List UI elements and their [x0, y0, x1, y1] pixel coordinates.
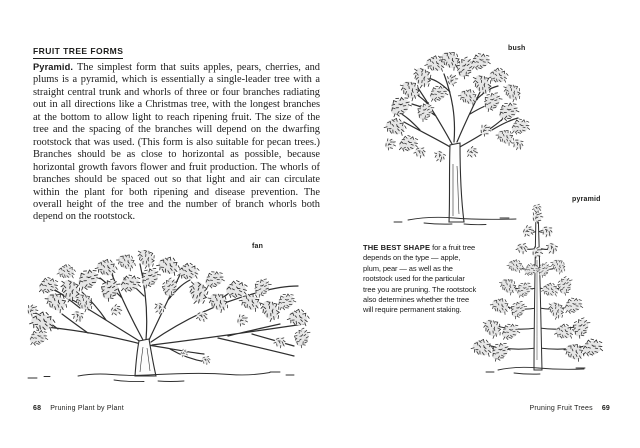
- sidebar-body-text: for a fruit tree depends on the type — apple, plum, pear — as well as the rootstock used for the particular tree you are pruning. The rootstock also determines whether the tree will require permanent staking.: [363, 243, 477, 315]
- pyramid-tree-illustration: [468, 200, 610, 376]
- figure-label-fan: fan: [252, 243, 264, 250]
- section-heading: [33, 46, 123, 56]
- fan-tree-illustration: [18, 250, 320, 390]
- section-heading-text: FRUIT TREE FORMS: [33, 46, 123, 59]
- chapter-title: Pruning Fruit Trees: [529, 405, 593, 412]
- sidebar-lead-text: THE BEST SHAPE: [363, 243, 431, 252]
- left-page-footer: [33, 404, 124, 413]
- right-page-number: 69: [601, 405, 610, 412]
- book-title: Pruning Plant by Plant: [50, 405, 124, 412]
- paragraph-lead-word: Pyramid.: [33, 62, 74, 72]
- body-paragraph: [33, 62, 320, 224]
- sidebar-note: [363, 243, 477, 316]
- figure-label-bush: bush: [508, 45, 526, 52]
- right-page-footer: [529, 404, 610, 413]
- paragraph-body-text: The simplest form that suits apples, pears, cherries, and plums is a pyramid, which is essentially a single-leader tree with a straight central trunk and whorls of three or four branches radiating out in all directions like a Christmas tree, with the longest branches at the bottom to allow light to reach ripening fruit. The size of the tree and the spacing of the branches will depend on the dwarfing rootstock that was used. (This form is also suitable for pecan trees.) Branches should be as close to horizontal as possible, because horizontal growth favors flower and fruit production. The whorls of branches should be spaced out so that light and air can circulate within the plant for both ripening and disease prevention. The overall height of the tree and the number of branch whorls both depend on the rootstock.: [33, 62, 320, 223]
- left-page-number: 68: [33, 405, 42, 412]
- figure-label-pyramid: pyramid: [572, 196, 601, 203]
